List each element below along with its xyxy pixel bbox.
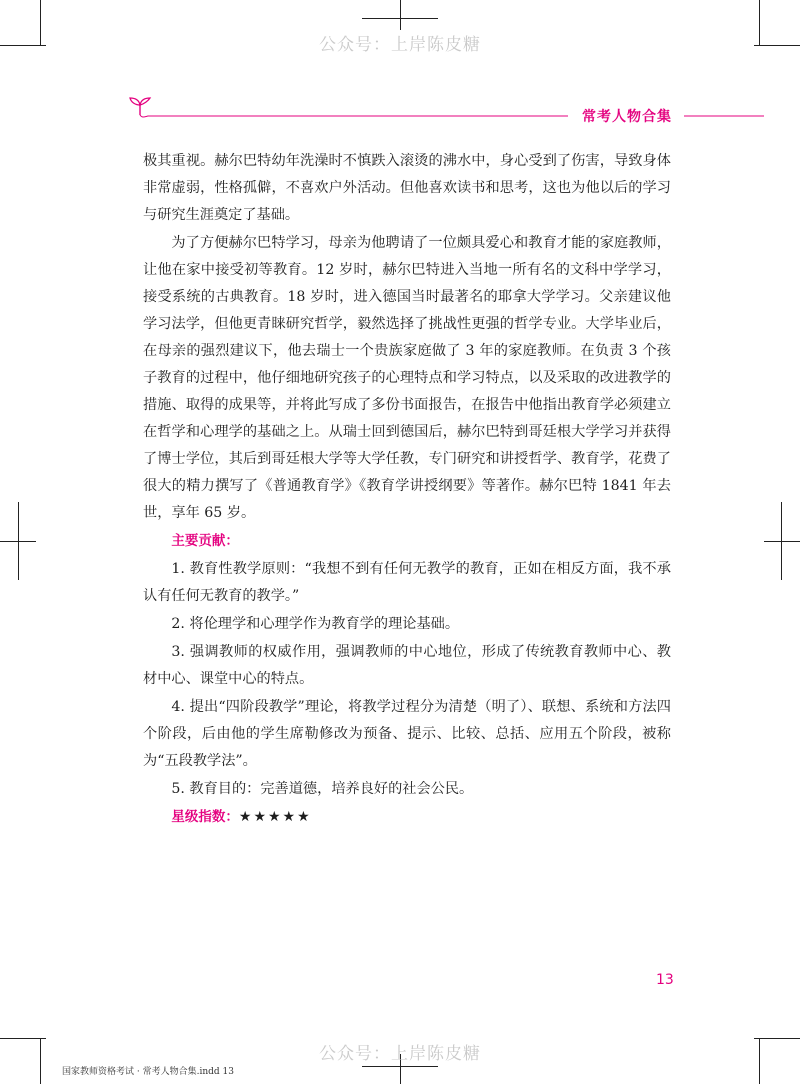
rating-row xyxy=(143,804,671,831)
header-rule xyxy=(128,100,768,130)
watermark-bottom: 公众号：上岸陈皮糖 xyxy=(319,1044,481,1064)
paragraph: 为了方便赫尔巴特学习，母亲为他聘请了一位颇具爱心和教育才能的家庭教师，让他在家中接受初等教育。12 岁时，赫尔巴特进入当地一所有名的文科中学学习，接受系统的古典教育。18 岁时，进入德国当时最著名的耶拿大学学习。父亲建议他学习法学，但他更青睐研究哲学，毅然选择了挑战性更强的哲学专业。大学毕业后，在母亲的强烈建议下，他去瑞士一个贵族家庭做了 3 年的家庭教师。在负责 3 个孩子教育的过程中，他仔细地研究孩子的心理特点和学习特点，以及采取的改进教学的措施、取得的成果等，并将此写成了多份书面报告，在报告中他指出教育学必须建立在哲学和心理学的基础之上。从瑞士回到德国后，赫尔巴特到哥廷根大学学习并获得了博士学位，其后到哥廷根大学等大学任教，专门研究和讲授哲学、教育学，花费了很大的精力撰写了《普通教育学》《教育学讲授纲要》等著作。赫尔巴特 1841 年去世，享年 65 岁。 xyxy=(143,235,671,521)
crop-mark xyxy=(400,0,401,30)
watermark-top: 公众号：上岸陈皮糖 xyxy=(319,35,481,55)
contribution-item: 1. 教育性教学原则：“我想不到有任何无教学的教育，正如在相反方面，我不承认有任何无教育的教学。” xyxy=(143,561,671,604)
header-title: 常考人物合集 xyxy=(582,109,672,125)
contribution-item: 3. 强调教师的权威作用，强调教师的中心地位，形成了传统教育教师中心、教材中心、课堂中心的特点。 xyxy=(143,644,671,687)
crop-mark xyxy=(362,18,438,19)
footer-file-info: 国家教师资格考试 · 常考人物合集.indd 13 xyxy=(62,1067,234,1077)
contribution-item: 2. 将伦理学和心理学作为教育学的理论基础。 xyxy=(171,616,460,632)
star-rating: ★★★★★ xyxy=(238,809,312,825)
contribution-item: 5. 教育目的：完善道德，培养良好的社会公民。 xyxy=(171,781,474,797)
running-header xyxy=(128,100,768,130)
crop-mark xyxy=(764,541,800,542)
rating-label: 星级指数： xyxy=(171,809,239,825)
paragraph: 极其重视。赫尔巴特幼年洗澡时不慎跌入滚烫的沸水中，身心受到了伤害，导致身体非常虚弱，性格孤僻，不喜欢户外活动。但他喜欢读书和思考，这也为他以后的学习与研究生涯奠定了基础。 xyxy=(143,153,671,223)
page-number: 13 xyxy=(656,972,674,988)
article-body xyxy=(143,148,671,832)
contribution-item: 4. 提出“四阶段教学”理论，将教学过程分为清楚（明了）、联想、系统和方法四个阶段，后由他的学生席勒修改为预备、提示、比较、总括、应用五个阶段，被称为“五段教学法”。 xyxy=(143,699,671,769)
contributions-label: 主要贡献： xyxy=(171,533,239,549)
contributions-heading xyxy=(143,528,671,555)
crop-mark xyxy=(362,1066,438,1067)
crop-mark xyxy=(781,502,782,580)
crop-mark xyxy=(18,502,19,580)
